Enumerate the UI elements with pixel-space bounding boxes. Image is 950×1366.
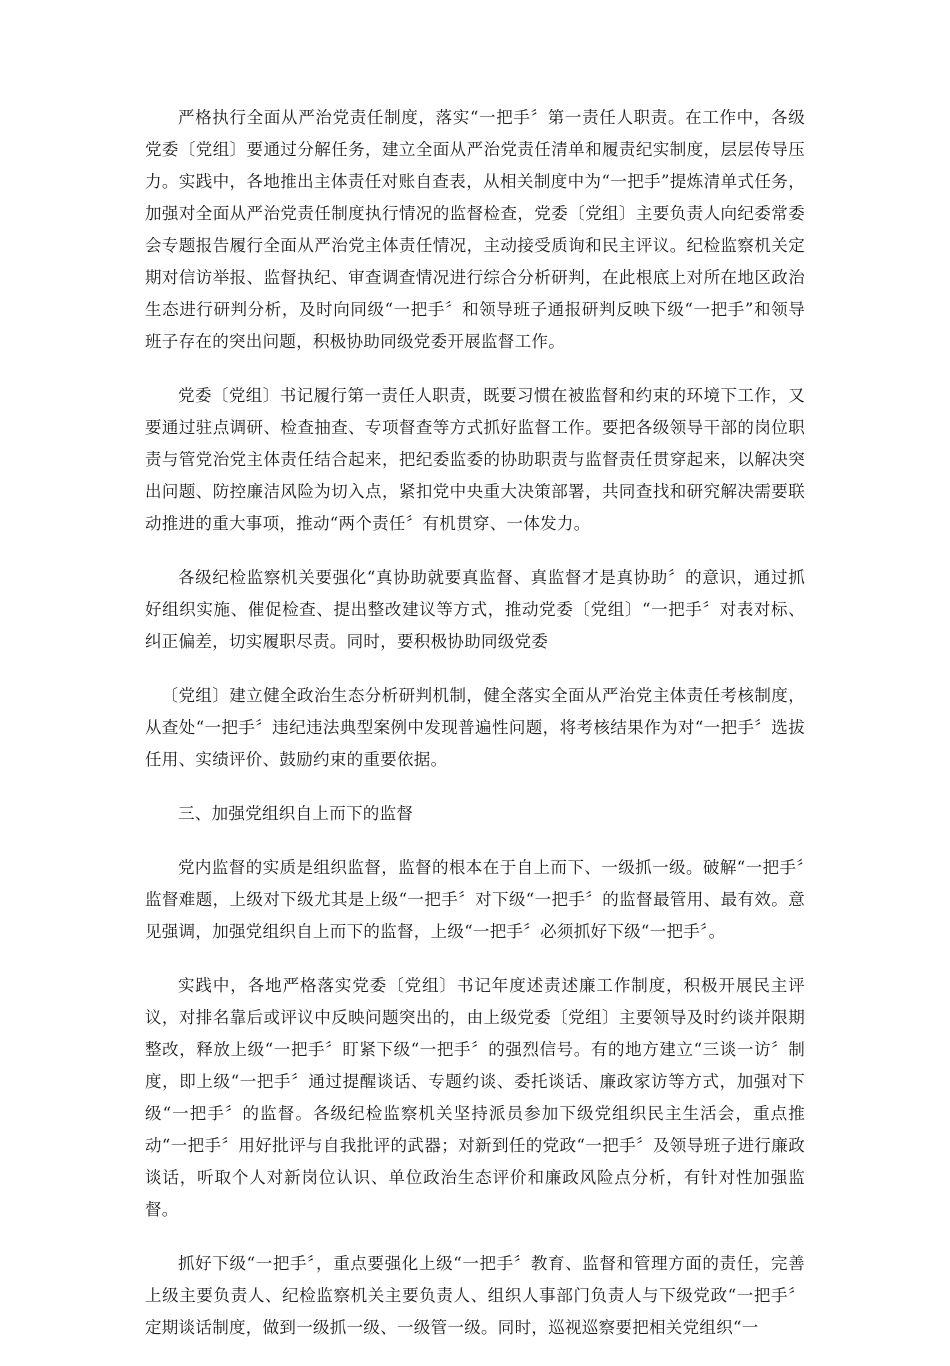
paragraph-practice-annual-report: 实践中，各地严格落实党委〔党组〕书记年度述责述廉工作制度，积极开展民主评议，对排名靠后或评议中反映问题突出的，由上级党委〔党组〕主要领导及时约谈并限期整改，释放上级“一把手〞盯紧下级“一把手〞的强烈信号。有的地方建立“三谈一访〞制度，即上级“一把手〞通过提醒谈话、专题约谈、委托谈话、廉政家访等方式，加强对下级“一把手〞的监督。各级纪检监察机关坚持派员参加下级党组织民主生活会，重点推动“一把手〞用好批评与自我批评的武器；对新到任的党政“一把手〞及领导班子进行廉政谈话，听取个人对新岗位认识、单位政治生态评价和廉政风险点分析，有针对性加强监督。 [145, 976, 805, 1219]
paragraph-organizational-supervision: 党内监督的实质是组织监督，监督的根本在于自上而下、一级抓一级。破解“一把手〞监督难题，上级对下级尤其是上级“一把手〞对下级“一把手〞的监督最管用、最有效。意见强调，加强党组织自上而下的监督，上级“一把手〞必须抓好下级“一把手〞。 [145, 858, 805, 941]
document-body [145, 102, 805, 1366]
paragraph-responsibility-system: 严格执行全面从严治党责任制度，落实“一把手〞第一责任人职责。在工作中，各级党委〔党组〕要通过分解任务，建立全面从严治党责任清单和履责纪实制度，层层传导压力。实践中，各地推出主体责任对账自查表，从相关制度中为“一把手”提炼清单式任务，加强对全面从严治党责任制度执行情况的监督检查，党委〔党组〕主要负责人向纪委常委会专题报告履行全面从严治党主体责任情况，主动接受质询和民主评议。纪检监察机关定期对信访举报、监督执纪、审查调查情况进行综合分析研判，在此根底上对所在地区政治生态进行研判分析，及时向同级“一把手〞和领导班子通报研判反映下级“一把手”和领导班子存在的突出问题，积极协助同级党委开展监督工作。 [145, 108, 805, 351]
paragraph-party-secretary-duty: 党委〔党组〕书记履行第一责任人职责，既要习惯在被监督和约束的环境下工作，又要通过驻点调研、检查抽查、专项督查等方式抓好监督工作。要把各级领导干部的岗位职责与管党治党主体责任结合起来，把纪委监委的协助职责与监督责任贯穿起来，以解决突出问题、防控廉洁风险为切入点，紧扣党中央重大决策部署，共同查找和研究解决需要联动推进的重大事项，推动“两个责任〞有机贯穿、一体发力。 [145, 386, 805, 533]
paragraph-lower-level-leaders: 抓好下级“一把手〞，重点要强化上级“一把手〞教育、监督和管理方面的责任，完善上级主要负责人、纪检监察机关主要负责人、组织人事部门负责人与下级党政“一把手〞定期谈话制度，做到一级抓一级、一级管一级。同时，巡视巡察要把相关党组织“一 [145, 1254, 805, 1337]
section-heading-top-down-supervision: 三、加强党组织自上而下的监督 [178, 804, 414, 823]
paragraph-political-ecology: 〔党组〕建立健全政治生态分析研判机制，健全落实全面从严治党主体责任考核制度，从查处“一把手〞违纪违法典型案例中发现普遍性问题，将考核结果作为对“一把手〞选拔任用、实绩评价、鼓励约束的重要依据。 [145, 686, 805, 769]
paragraph-discipline-organs: 各级纪检监察机关要强化“真协助就要真监督、真监督才是真协助〞的意识，通过抓好组织实施、催促检查、提出整改建议等方式，推动党委〔党组〕“一把手〞对表对标、纠正偏差，切实履职尽责。同时，要积极协助同级党委 [145, 568, 805, 651]
